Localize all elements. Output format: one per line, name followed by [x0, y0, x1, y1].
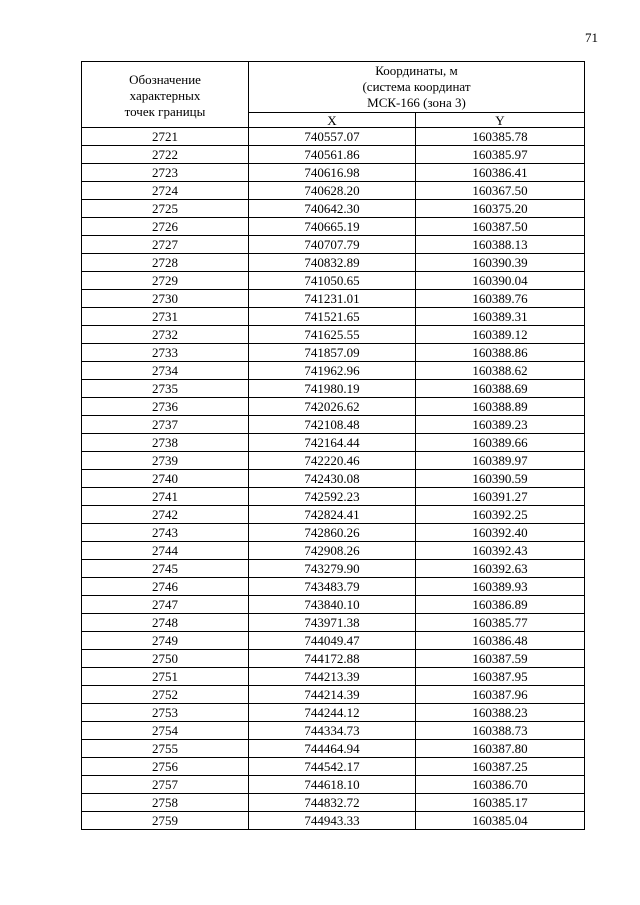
point-id-cell: 2755 — [82, 740, 249, 758]
table-row — [82, 200, 585, 218]
y-coordinate-cell: 160389.23 — [416, 416, 585, 434]
coordinates-header-line: Координаты, м — [375, 63, 458, 78]
y-coordinate-cell: 160386.70 — [416, 776, 585, 794]
table-row — [82, 668, 585, 686]
y-coordinate-cell: 160388.69 — [416, 380, 585, 398]
point-id-cell: 2759 — [82, 812, 249, 830]
y-coordinate-cell: 160387.59 — [416, 650, 585, 668]
point-id-cell: 2721 — [82, 128, 249, 146]
x-coordinate-cell: 744049.47 — [249, 632, 416, 650]
x-coordinate-cell: 744213.39 — [249, 668, 416, 686]
point-id-cell: 2728 — [82, 254, 249, 272]
x-coordinate-cell: 742220.46 — [249, 452, 416, 470]
y-coordinate-cell: 160375.20 — [416, 200, 585, 218]
table-row — [82, 128, 585, 146]
point-id-cell: 2729 — [82, 272, 249, 290]
y-coordinate-cell: 160385.17 — [416, 794, 585, 812]
table-row — [82, 722, 585, 740]
x-coordinate-cell: 742860.26 — [249, 524, 416, 542]
table-body — [82, 128, 585, 830]
x-coordinate-cell: 740616.98 — [249, 164, 416, 182]
x-coordinate-cell: 744214.39 — [249, 686, 416, 704]
y-coordinate-cell: 160388.62 — [416, 362, 585, 380]
y-coordinate-cell: 160389.66 — [416, 434, 585, 452]
table-row — [82, 182, 585, 200]
designation-header — [82, 62, 249, 128]
x-coordinate-cell: 743279.90 — [249, 560, 416, 578]
x-coordinate-cell: 742108.48 — [249, 416, 416, 434]
y-coordinate-cell: 160391.27 — [416, 488, 585, 506]
y-coordinate-cell: 160385.04 — [416, 812, 585, 830]
y-coordinate-cell: 160389.76 — [416, 290, 585, 308]
point-id-cell: 2748 — [82, 614, 249, 632]
point-id-cell: 2758 — [82, 794, 249, 812]
table-row — [82, 434, 585, 452]
point-id-cell: 2731 — [82, 308, 249, 326]
table-row — [82, 290, 585, 308]
x-coordinate-cell: 741050.65 — [249, 272, 416, 290]
x-coordinate-cell: 741980.19 — [249, 380, 416, 398]
point-id-cell: 2744 — [82, 542, 249, 560]
point-id-cell: 2742 — [82, 506, 249, 524]
y-coordinate-cell: 160367.50 — [416, 182, 585, 200]
point-id-cell: 2722 — [82, 146, 249, 164]
x-coordinate-cell: 740665.19 — [249, 218, 416, 236]
table-row — [82, 578, 585, 596]
designation-header-line: Обозначение — [129, 71, 201, 87]
y-coordinate-cell: 160388.73 — [416, 722, 585, 740]
x-coordinate-cell: 744943.33 — [249, 812, 416, 830]
x-coordinate-cell: 744618.10 — [249, 776, 416, 794]
y-coordinate-cell: 160390.39 — [416, 254, 585, 272]
table-row — [82, 524, 585, 542]
coordinates-header-line: (система координат — [362, 79, 471, 94]
point-id-cell: 2746 — [82, 578, 249, 596]
y-coordinate-cell: 160387.50 — [416, 218, 585, 236]
x-column-header: X — [249, 113, 416, 128]
point-id-cell: 2754 — [82, 722, 249, 740]
x-coordinate-cell: 744832.72 — [249, 794, 416, 812]
table-row — [82, 218, 585, 236]
point-id-cell: 2736 — [82, 398, 249, 416]
x-coordinate-cell: 742592.23 — [249, 488, 416, 506]
x-coordinate-cell: 743483.79 — [249, 578, 416, 596]
y-coordinate-cell: 160386.41 — [416, 164, 585, 182]
x-coordinate-cell: 742164.44 — [249, 434, 416, 452]
x-coordinate-cell: 740832.89 — [249, 254, 416, 272]
point-id-cell: 2723 — [82, 164, 249, 182]
table-row — [82, 380, 585, 398]
x-coordinate-cell: 744542.17 — [249, 758, 416, 776]
point-id-cell: 2730 — [82, 290, 249, 308]
x-coordinate-cell: 741231.01 — [249, 290, 416, 308]
point-id-cell: 2733 — [82, 344, 249, 362]
table-row — [82, 740, 585, 758]
point-id-cell: 2743 — [82, 524, 249, 542]
point-id-cell: 2750 — [82, 650, 249, 668]
y-coordinate-cell: 160392.25 — [416, 506, 585, 524]
point-id-cell: 2726 — [82, 218, 249, 236]
y-coordinate-cell: 160392.63 — [416, 560, 585, 578]
x-coordinate-cell: 741857.09 — [249, 344, 416, 362]
x-coordinate-cell: 740628.20 — [249, 182, 416, 200]
point-id-cell: 2727 — [82, 236, 249, 254]
table-row — [82, 794, 585, 812]
coordinates-header-line: МСК-166 (зона 3) — [367, 95, 466, 110]
point-id-cell: 2751 — [82, 668, 249, 686]
y-coordinate-cell: 160388.86 — [416, 344, 585, 362]
table-row — [82, 632, 585, 650]
y-column-header: Y — [416, 113, 585, 128]
x-coordinate-cell: 740561.86 — [249, 146, 416, 164]
table-row — [82, 164, 585, 182]
y-coordinate-cell: 160389.12 — [416, 326, 585, 344]
table-row — [82, 686, 585, 704]
x-coordinate-cell: 744172.88 — [249, 650, 416, 668]
point-id-cell: 2725 — [82, 200, 249, 218]
y-coordinate-cell: 160392.40 — [416, 524, 585, 542]
x-coordinate-cell: 744464.94 — [249, 740, 416, 758]
x-coordinate-cell: 741521.65 — [249, 308, 416, 326]
x-coordinate-cell: 742430.08 — [249, 470, 416, 488]
table-row — [82, 398, 585, 416]
y-coordinate-cell: 160386.48 — [416, 632, 585, 650]
x-coordinate-cell: 740557.07 — [249, 128, 416, 146]
table-row — [82, 614, 585, 632]
y-coordinate-cell: 160389.93 — [416, 578, 585, 596]
table-row — [82, 308, 585, 326]
x-coordinate-cell: 744334.73 — [249, 722, 416, 740]
y-coordinate-cell: 160388.23 — [416, 704, 585, 722]
y-coordinate-cell: 160389.31 — [416, 308, 585, 326]
table-row — [82, 506, 585, 524]
point-id-cell: 2747 — [82, 596, 249, 614]
table-row — [82, 452, 585, 470]
y-coordinate-cell: 160390.59 — [416, 470, 585, 488]
x-coordinate-cell: 742026.62 — [249, 398, 416, 416]
point-id-cell: 2738 — [82, 434, 249, 452]
y-coordinate-cell: 160385.97 — [416, 146, 585, 164]
table-row — [82, 470, 585, 488]
point-id-cell: 2739 — [82, 452, 249, 470]
point-id-cell: 2745 — [82, 560, 249, 578]
y-coordinate-cell: 160385.78 — [416, 128, 585, 146]
coordinates-header — [249, 62, 585, 113]
x-coordinate-cell: 740707.79 — [249, 236, 416, 254]
y-coordinate-cell: 160388.13 — [416, 236, 585, 254]
y-coordinate-cell: 160392.43 — [416, 542, 585, 560]
table-row — [82, 416, 585, 434]
designation-header-line: характерных — [129, 87, 201, 103]
table-row — [82, 650, 585, 668]
y-coordinate-cell: 160386.89 — [416, 596, 585, 614]
table-header — [82, 62, 585, 128]
y-coordinate-cell: 160388.89 — [416, 398, 585, 416]
table-row — [82, 326, 585, 344]
table-row — [82, 560, 585, 578]
table-row — [82, 542, 585, 560]
point-id-cell: 2741 — [82, 488, 249, 506]
point-id-cell: 2735 — [82, 380, 249, 398]
designation-header-line: точек границы — [124, 103, 206, 119]
point-id-cell: 2737 — [82, 416, 249, 434]
point-id-cell: 2749 — [82, 632, 249, 650]
point-id-cell: 2752 — [82, 686, 249, 704]
table-row — [82, 758, 585, 776]
x-coordinate-cell: 741625.55 — [249, 326, 416, 344]
y-coordinate-cell: 160387.96 — [416, 686, 585, 704]
table-row — [82, 812, 585, 830]
y-coordinate-cell: 160387.80 — [416, 740, 585, 758]
y-coordinate-cell: 160387.95 — [416, 668, 585, 686]
point-id-cell: 2732 — [82, 326, 249, 344]
table-row — [82, 488, 585, 506]
x-coordinate-cell: 744244.12 — [249, 704, 416, 722]
x-coordinate-cell: 742908.26 — [249, 542, 416, 560]
point-id-cell: 2734 — [82, 362, 249, 380]
table-row — [82, 272, 585, 290]
y-coordinate-cell: 160385.77 — [416, 614, 585, 632]
y-coordinate-cell: 160389.97 — [416, 452, 585, 470]
x-coordinate-cell: 740642.30 — [249, 200, 416, 218]
table-row — [82, 236, 585, 254]
table-row — [82, 704, 585, 722]
x-coordinate-cell: 743840.10 — [249, 596, 416, 614]
table-row — [82, 776, 585, 794]
y-coordinate-cell: 160387.25 — [416, 758, 585, 776]
coordinates-table — [81, 61, 585, 830]
point-id-cell: 2740 — [82, 470, 249, 488]
x-coordinate-cell: 741962.96 — [249, 362, 416, 380]
page-number: 71 — [585, 30, 598, 45]
table-row — [82, 362, 585, 380]
point-id-cell: 2757 — [82, 776, 249, 794]
table-row — [82, 254, 585, 272]
table-row — [82, 146, 585, 164]
point-id-cell: 2756 — [82, 758, 249, 776]
y-coordinate-cell: 160390.04 — [416, 272, 585, 290]
point-id-cell: 2724 — [82, 182, 249, 200]
table-row — [82, 596, 585, 614]
table-row — [82, 344, 585, 362]
x-coordinate-cell: 743971.38 — [249, 614, 416, 632]
x-coordinate-cell: 742824.41 — [249, 506, 416, 524]
point-id-cell: 2753 — [82, 704, 249, 722]
